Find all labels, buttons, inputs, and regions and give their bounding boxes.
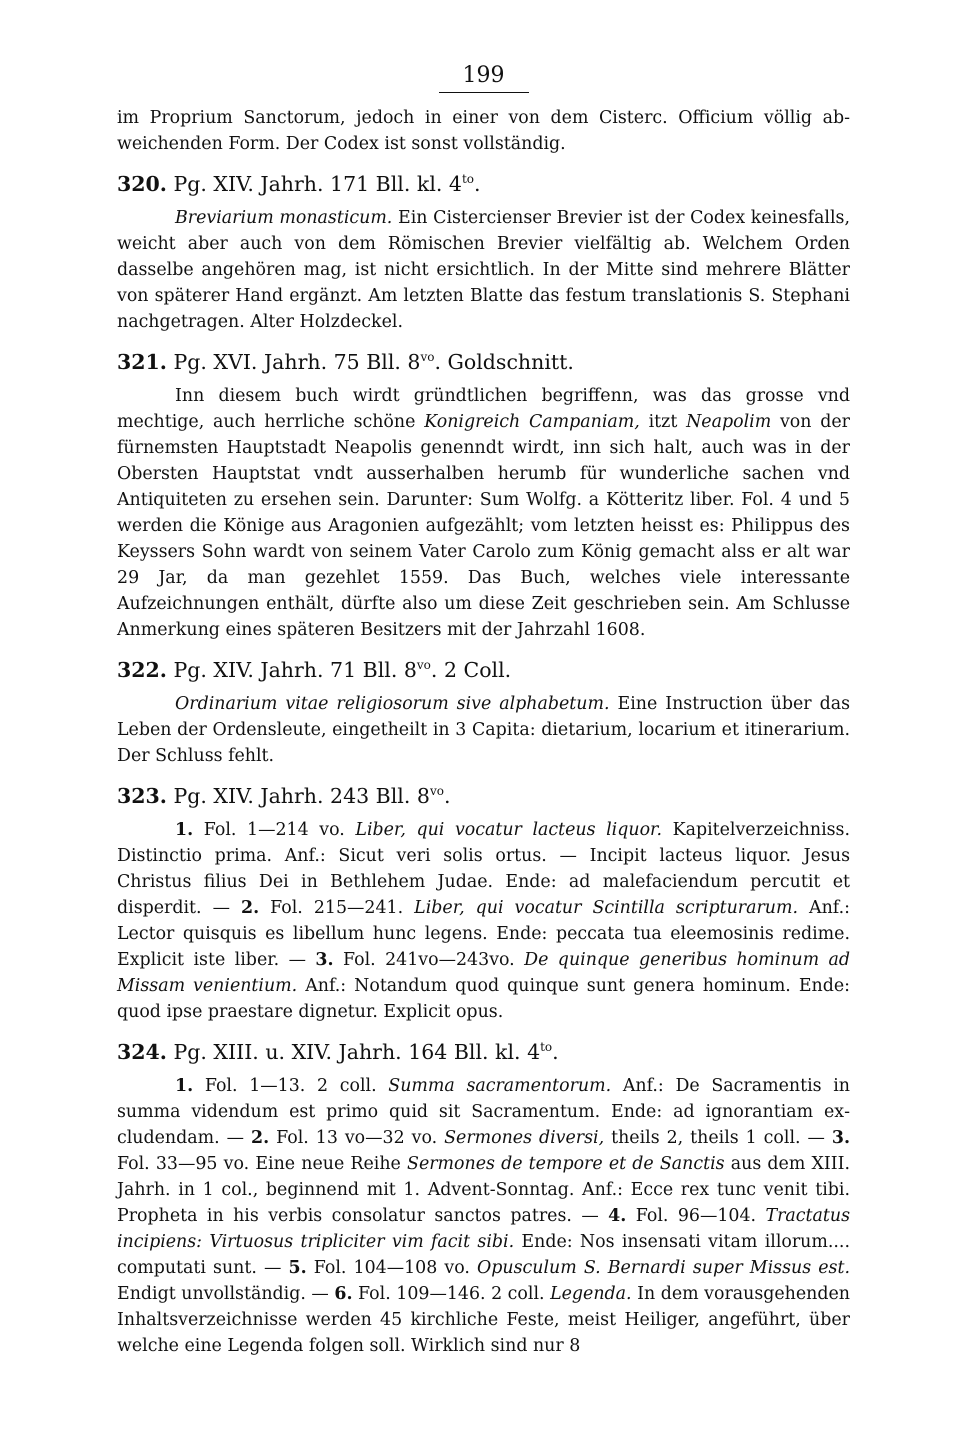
entry-324-italic-4: Tractatus incipiens: Virtuosus tripliciter vim facit sibi. — [117, 1206, 851, 1252]
entry-324-heading — [117, 1037, 850, 1067]
entry-323-format-superscript: vo — [429, 784, 444, 799]
entry-323-item-3-number: 3. — [315, 950, 334, 970]
entry-321-number: 321. — [117, 350, 167, 374]
entry-324-paragraph — [117, 1073, 850, 1359]
entry-322-paragraph — [117, 691, 850, 769]
entry-322-title: Ordinarium vitae religiosorum sive alphabetum. — [175, 694, 610, 714]
entry-323-heading-tail: . — [443, 784, 451, 808]
entry-324-text-5: Fol. 33—95 vo. Eine neue Reihe — [117, 1154, 408, 1174]
entry-320-heading — [117, 169, 850, 199]
intro-paragraph: im Proprium Sanctorum, jedoch in einer von dem Cisterc. Officium völlig abweichenden Form. Der Codex ist sonst vollständig. — [117, 108, 850, 154]
entry-323-text-4: Anf.: Lector quisquis es libellum hunc legens. Ende: peccata tua eleemosinis redime. Explicit iste liber. — — [117, 898, 850, 970]
entry-320-text: Ein Cistercienser Brevier ist der Codex keinesfalls, weicht aber auch von dem Römischen Brevier vielfältig ab. Welchem Orden dasselbe angehören mag, ist nicht ersichtlich. In der Mitte sind mehrere Blätter von späterer Hand ergänzt. Am letzten Blatte das festum translationis S. Stephani nachgetragen. Alter Holzdeckel. — [117, 208, 850, 332]
entry-324-item-3-number: 3. — [831, 1128, 851, 1148]
entry-321-paragraph — [117, 383, 850, 643]
entry-320-description: Pg. XIV. Jahrh. 171 Bll. kl. 4 — [173, 172, 462, 196]
entry-324-item-4-number: 4. — [608, 1206, 627, 1226]
entry-324-text-1: Fol. 1—13. 2 coll. — [193, 1076, 389, 1096]
entry-321-italic-2: Neapolim — [686, 412, 772, 432]
entry-320-heading-tail: . — [474, 172, 481, 196]
entry-322-heading-tail: . 2 Coll. — [430, 658, 512, 682]
entry-321-text-1: Inn diesem buch wirdt gründtlichen begriffenn, was das grosse vnd mechtige, auch herrliche schöne — [117, 386, 850, 432]
entry-324-text-8: Ende: Nos insensati vitam illorum.... computati sunt. — — [117, 1232, 850, 1278]
entry-324-text-3: Fol. 13 vo—32 vo. — [269, 1128, 445, 1148]
entry-324-text-6: aus dem XIII. Jahrh. in 1 col., beginnend mit 1. Advent-Sonntag. Anf.: Ecce rex tunc venit tibi. Propheta in his verbis consolatur sanctos patres. — — [117, 1154, 851, 1226]
entry-324-item-2-number: 2. — [250, 1128, 270, 1148]
entry-323-text-1: Fol. 1—214 vo. — [193, 820, 356, 840]
entry-321-heading — [117, 347, 850, 377]
entry-324-item-1-number: 1. — [175, 1076, 194, 1096]
entry-324-format-superscript: to — [540, 1040, 553, 1055]
entry-321-italic-1: Konigreich Campaniam, — [424, 412, 640, 432]
entry-322-format-superscript: vo — [416, 658, 431, 673]
entry-324-text-9: Fol. 104—108 vo. — [306, 1258, 478, 1278]
entry-323-text-6: Anf.: Notandum quod quinque sunt genera hominum. Ende: quod ipse praestare dignetur. Explicit opus. — [117, 976, 850, 1022]
entry-324-text-12: In dem vorausgehenden Inhaltsverzeichnisse werden 45 kirchliche Feste, meist Heiliger, angeführt, über welche eine Legenda folgen soll. Wirklich sind nur 8 — [117, 1284, 850, 1356]
entry-324-italic-5: Opusculum S. Bernardi super Missus est. — [477, 1258, 850, 1278]
entry-324-text-7: Fol. 96—104. — [626, 1206, 766, 1226]
entry-322-description: Pg. XIV. Jahrh. 71 Bll. 8 — [173, 658, 417, 682]
entry-323-item-2-number: 2. — [240, 898, 260, 918]
entry-320-title: Breviarium monasticum. — [175, 208, 393, 228]
entry-322-heading — [117, 655, 850, 685]
entry-323-number: 323. — [117, 784, 167, 808]
entry-324-item-6-number: 6. — [334, 1284, 353, 1304]
entry-321-text-2: itzt — [639, 412, 687, 432]
entry-324-item-5-number: 5. — [288, 1258, 307, 1278]
entry-324-text-11: Fol. 109—146. 2 coll. — [352, 1284, 551, 1304]
entry-324-text-4: theils 2, theils 1 coll. — — [604, 1128, 832, 1148]
entry-324-text-10: Endigt unvollständig. — — [117, 1284, 335, 1304]
entry-321-format-superscript: vo — [420, 350, 435, 365]
entry-323-paragraph — [117, 817, 850, 1025]
entry-324-heading-tail: . — [552, 1040, 559, 1064]
entry-320-number: 320. — [117, 172, 167, 196]
entry-322-number: 322. — [117, 658, 167, 682]
entry-321-text-3: von der fürnemsten Hauptstadt Neapolis genenndt wirdt, inn sich halt, auch was in der Obersten Hauptstat vndt ausserhalben herumb für wunderliche sachen vnd Antiquiteten zu ersehen sein. Darunter: Sum Wolfg. a Kötteritz liber. Fol. 4 und 5 werden die Könige aus Aragonien aufgezählt; vom letzten heisst es: Philippus des Keyssers Sohn wardt von seinem Vater Carolo zum König gemacht alss er alt war 29 Jar, da man gezehlet 1559. Das Buch, welches viele interessante Aufzeichnungen enthält, dürfte also um diese Zeit geschrieben sein. Am Schlusse Anmerkung eines späteren Besitzers mit der Jahrzahl 1608. — [117, 412, 850, 640]
entry-323-text-2: Kapitelverzeichniss. Distinctio prima. Anf.: Sicut veri solis ortus. — Incipit lacteus liquor. Jesus Christus filius Dei in Bethlehem Judae. Ende: ad malefaciendum percutit et disperdit. — — [117, 820, 851, 918]
entry-323-text-5: Fol. 241vo—243vo. — [333, 950, 525, 970]
entry-322-text: Eine Instruction über das Leben der Ordensleute, eingetheilt in 3 Capita: dietarium, locarium et itinerarium. Der Schluss fehlt. — [117, 694, 850, 766]
entry-324-number: 324. — [117, 1040, 167, 1064]
entry-324-description: Pg. XIII. u. XIV. Jahrh. 164 Bll. kl. 4 — [173, 1040, 541, 1064]
entry-324-italic-6: Legenda. — [550, 1284, 632, 1304]
page-number: 199 — [462, 63, 505, 88]
page-number-rule — [439, 92, 529, 93]
entry-323-description: Pg. XIV. Jahrh. 243 Bll. 8 — [173, 784, 430, 808]
entry-324-italic-1: Summa sacramentorum. — [388, 1076, 612, 1096]
entry-323-italic-1: Liber, qui vocatur lacteus liquor. — [355, 820, 662, 840]
entry-320-format-superscript: to — [461, 172, 474, 187]
entry-321-heading-tail: . Goldschnitt. — [434, 350, 574, 374]
entry-323-item-1-number: 1. — [175, 820, 194, 840]
entry-323-text-3: Fol. 215—241. — [259, 898, 415, 918]
entry-323-heading — [117, 781, 850, 811]
entry-324-text-2: Anf.: De Sacramentis in summa videndum est primo quid sit Sacramentum. Ende: ad ignorantiam excludendam. — — [117, 1076, 850, 1148]
entry-321-description: Pg. XVI. Jahrh. 75 Bll. 8 — [173, 350, 421, 374]
entry-323-italic-3: De quinque generibus hominum ad Missam venientium. — [117, 950, 850, 996]
entry-324-italic-2: Sermones diversi, — [444, 1128, 605, 1148]
entry-324-italic-3: Sermones de tempore et de Sanctis — [407, 1154, 725, 1174]
entry-320-paragraph — [117, 205, 850, 335]
entry-323-italic-2: Liber, qui vocatur Scintilla scripturarum. — [414, 898, 798, 918]
